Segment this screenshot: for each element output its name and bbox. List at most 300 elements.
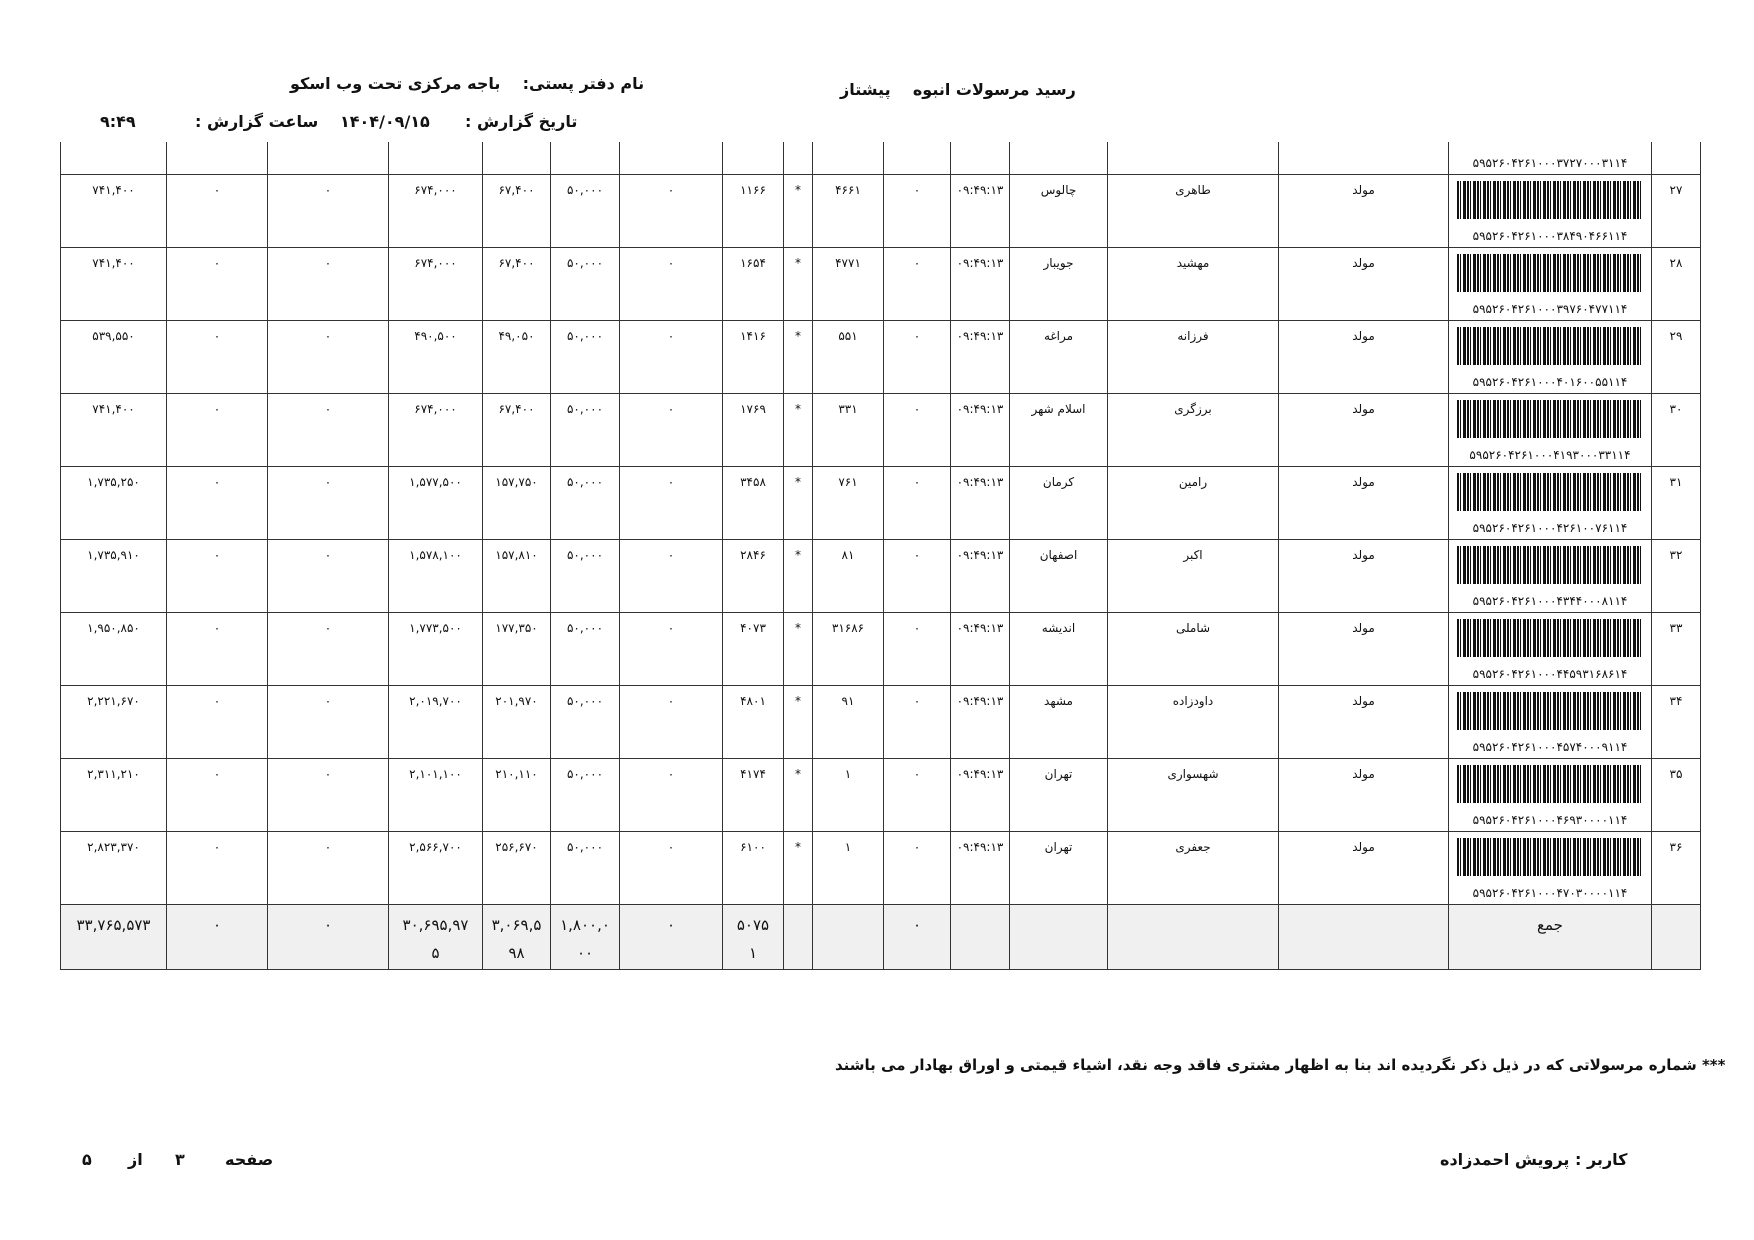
barcode-number: ۵۹۵۲۶۰۴۲۶۱۰۰۰۴۰۱۶۰۰۵۵۱۱۴ (1472, 375, 1628, 389)
code-cell (813, 467, 884, 540)
totals-value: ۳۰,۶۹۵,۹۷ (402, 916, 469, 934)
fee-cell (389, 686, 483, 759)
col-zero-value: ۰ (667, 329, 675, 343)
col-zero-cell (268, 467, 389, 540)
fee-value: ۶۷۴,۰۰۰ (414, 183, 457, 197)
col-zero-value: ۰ (213, 183, 221, 197)
barcode-cell (1449, 321, 1652, 394)
receiver-value: رامین (1178, 475, 1208, 489)
star-value: * (795, 402, 801, 416)
barcode-number: ۵۹۵۲۶۰۴۲۶۱۰۰۰۳۷۲۷۰۰۰۳۱۱۴ (1472, 156, 1628, 170)
col-zero-value: ۰ (913, 621, 921, 635)
barcode-number: ۵۹۵۲۶۰۴۲۶۱۰۰۰۴۶۹۳۰۰۰۰۱۱۴ (1472, 813, 1628, 827)
star-value: * (795, 183, 801, 197)
weight-value: ۶۱۰۰ (740, 840, 766, 854)
col-zero-cell (884, 467, 951, 540)
table-row (61, 248, 1701, 321)
totals-value: ۱,۸۰۰,۰ (560, 916, 610, 934)
totals-cell (551, 905, 620, 970)
col-zero-cell (884, 248, 951, 321)
totals-cell (784, 905, 813, 970)
col-zero-cell (884, 394, 951, 467)
row-number-cell (1652, 613, 1701, 686)
sender-value: مولد (1352, 402, 1375, 416)
tax-cell (483, 394, 551, 467)
report-date-label: تاریخ گزارش : (465, 112, 578, 131)
star-cell (784, 321, 813, 394)
star-cell (784, 175, 813, 248)
star-value: * (795, 329, 801, 343)
totals-value: ۰ (666, 916, 676, 934)
time-cell (951, 759, 1010, 832)
star-value: * (795, 840, 801, 854)
time-value: ۰۹:۴۹:۱۳ (956, 329, 1004, 343)
totals-cell (61, 905, 167, 970)
row-number-cell (1652, 686, 1701, 759)
user-name: کاربر : پرویش احمدزاده (1440, 1150, 1628, 1169)
table-row (61, 321, 1701, 394)
sender-value: مولد (1352, 475, 1375, 489)
col-zero-cell (167, 759, 268, 832)
col-zero-value: ۰ (324, 840, 332, 854)
totals-value: ۰ (323, 916, 333, 934)
barcode-number: ۵۹۵۲۶۰۴۲۶۱۰۰۰۳۸۴۹۰۴۶۶۱۱۴ (1472, 229, 1628, 243)
star-value: * (795, 621, 801, 635)
fee-value: ۲,۱۰۱,۱۰۰ (409, 767, 462, 781)
fee-value: ۱,۵۷۷,۵۰۰ (409, 475, 462, 489)
page-total: ۵ (82, 1150, 92, 1169)
totals-cell (268, 905, 389, 970)
col-zero-cell (167, 540, 268, 613)
totals-value: ۳,۰۶۹,۵ (491, 916, 542, 934)
star-value: * (795, 548, 801, 562)
tax-cell (483, 832, 551, 905)
fixed-charge-cell (551, 613, 620, 686)
tax-cell (483, 686, 551, 759)
row-number-value: ۲۹ (1669, 329, 1683, 343)
col-zero-value: ۰ (213, 840, 221, 854)
fee-value: ۶۷۴,۰۰۰ (414, 256, 457, 270)
star-value: * (795, 256, 801, 270)
office-label: نام دفتر پستی: (522, 74, 645, 93)
col-zero-cell (268, 248, 389, 321)
time-cell (951, 248, 1010, 321)
total-cell (61, 394, 167, 467)
code-value: ۱ (844, 767, 852, 781)
fee-cell (389, 321, 483, 394)
sender-value: مولد (1352, 256, 1375, 270)
col-zero-cell (268, 175, 389, 248)
time-value: ۰۹:۴۹:۱۳ (956, 183, 1004, 197)
barcode-cell (1449, 142, 1652, 175)
weight-cell (723, 248, 784, 321)
receiver-value: داودزاده (1172, 694, 1214, 708)
barcode-number: ۵۹۵۲۶۰۴۲۶۱۰۰۰۴۷۰۳۰۰۰۰۱۱۴ (1472, 886, 1628, 900)
weight-value: ۱۷۶۹ (740, 402, 766, 416)
col-zero-value: ۰ (913, 767, 921, 781)
receiver-cell (1108, 394, 1279, 467)
tax-cell (483, 613, 551, 686)
receiver-cell (1108, 175, 1279, 248)
sender-cell (1279, 613, 1449, 686)
barcode-cell (1449, 613, 1652, 686)
barcode-number: ۵۹۵۲۶۰۴۲۶۱۰۰۰۳۹۷۶۰۴۷۷۱۱۴ (1472, 302, 1628, 316)
code-value: ۳۳۱ (838, 402, 858, 416)
star-cell (784, 832, 813, 905)
row-number-cell (1652, 759, 1701, 832)
totals-cell (1449, 905, 1652, 970)
sender-cell (1279, 321, 1449, 394)
city-value: اصفهان (1039, 548, 1078, 562)
col-zero-value: ۰ (667, 183, 675, 197)
tax-cell (483, 175, 551, 248)
barcode-cell (1449, 248, 1652, 321)
tax-cell (483, 467, 551, 540)
tax-value: ۱۷۷,۳۵۰ (495, 621, 538, 635)
code-cell (813, 759, 884, 832)
weight-cell (723, 467, 784, 540)
barcode-number: ۵۹۵۲۶۰۴۲۶۱۰۰۰۴۲۶۱۰۰۷۶۱۱۴ (1472, 521, 1628, 535)
col-zero-value: ۰ (667, 402, 675, 416)
total-value: ۲,۳۱۱,۲۱۰ (87, 767, 140, 781)
col-zero-value: ۰ (213, 694, 221, 708)
code-value: ۹۱ (841, 694, 855, 708)
row-number-value: ۲۸ (1669, 256, 1683, 270)
time-value: ۰۹:۴۹:۱۳ (956, 621, 1004, 635)
receiver-value: جعفری (1175, 840, 1211, 854)
total-cell (61, 540, 167, 613)
col-zero-cell (620, 613, 723, 686)
col-zero-cell (884, 686, 951, 759)
col-zero-cell (620, 540, 723, 613)
row-number-cell (1652, 467, 1701, 540)
col-zero-cell (620, 321, 723, 394)
tax-value: ۲۰۱,۹۷۰ (495, 694, 538, 708)
fixed-charge-value: ۵۰,۰۰۰ (566, 767, 604, 781)
time-cell (951, 686, 1010, 759)
fee-cell (389, 832, 483, 905)
weight-cell (723, 832, 784, 905)
sender-cell (1279, 759, 1449, 832)
code-value: ۷۶۱ (838, 475, 858, 489)
col-zero-cell (268, 759, 389, 832)
service-type: پیشتاز (840, 80, 891, 99)
barcode-graphic (1457, 254, 1643, 292)
weight-cell (723, 175, 784, 248)
footer-note: *** شماره مرسولاتی که در ذیل ذکر نگردیده اند بنا به اظهار مشتری فاقد وجه نقد، اشیاء قیمتی و اوراق بهادار می باشند (835, 1056, 1726, 1074)
total-value: ۷۴۱,۴۰۰ (92, 402, 135, 416)
table-row (61, 142, 1701, 175)
col-zero-cell (268, 613, 389, 686)
col-zero-value: ۰ (667, 548, 675, 562)
city-cell (1010, 394, 1108, 467)
col-zero-value: ۰ (213, 329, 221, 343)
fee-value: ۴۹۰,۵۰۰ (414, 329, 457, 343)
col-zero-value: ۰ (324, 694, 332, 708)
total-value: ۱,۷۳۵,۲۵۰ (87, 475, 140, 489)
fee-cell (389, 759, 483, 832)
col-zero-cell (167, 321, 268, 394)
tax-cell (483, 759, 551, 832)
receiver-value: طاهری (1175, 183, 1211, 197)
city-value: مراغه (1043, 329, 1074, 343)
col-zero-cell (167, 394, 268, 467)
code-cell (813, 686, 884, 759)
tax-cell (483, 540, 551, 613)
col-zero-value: ۰ (324, 548, 332, 562)
col-zero-cell (884, 540, 951, 613)
row-number-cell (1652, 321, 1701, 394)
code-value: ۴۶۶۱ (835, 183, 861, 197)
city-value: چالوس (1040, 183, 1077, 197)
time-cell (951, 540, 1010, 613)
col-zero-value: ۰ (913, 548, 921, 562)
fixed-charge-cell (551, 686, 620, 759)
code-cell (813, 394, 884, 467)
row-number-cell (1652, 248, 1701, 321)
barcode-cell (1449, 540, 1652, 613)
receiver-cell (1108, 613, 1279, 686)
col-zero-cell (268, 540, 389, 613)
table-row (61, 759, 1701, 832)
col-zero-value: ۰ (913, 402, 921, 416)
col-zero-cell (268, 394, 389, 467)
fixed-charge-cell (551, 248, 620, 321)
total-value: ۱,۷۳۵,۹۱۰ (87, 548, 140, 562)
tax-value: ۶۷,۴۰۰ (498, 402, 535, 416)
table-row (61, 686, 1701, 759)
fee-cell (389, 394, 483, 467)
barcode-number: ۵۹۵۲۶۰۴۲۶۱۰۰۰۴۴۵۹۳۱۶۸۶۱۴ (1472, 667, 1628, 681)
totals-value: ۱ (748, 944, 758, 962)
receiver-cell (1108, 540, 1279, 613)
table-row (61, 394, 1701, 467)
fixed-charge-cell (551, 759, 620, 832)
city-cell (1010, 321, 1108, 394)
col-zero-value: ۰ (913, 694, 921, 708)
star-value: * (795, 694, 801, 708)
weight-value: ۴۰۷۳ (740, 621, 766, 635)
tax-value: ۱۵۷,۷۵۰ (495, 475, 538, 489)
sender-cell (1279, 248, 1449, 321)
totals-value: ۳۳,۷۶۵,۵۷۳ (76, 916, 151, 934)
code-value: ۵۵۱ (838, 329, 858, 343)
col-zero-value: ۰ (324, 256, 332, 270)
barcode-cell (1449, 394, 1652, 467)
fixed-charge-cell (551, 540, 620, 613)
totals-cell (951, 905, 1010, 970)
tax-value: ۶۷,۴۰۰ (498, 183, 535, 197)
time-value: ۰۹:۴۹:۱۳ (956, 694, 1004, 708)
col-zero-value: ۰ (324, 402, 332, 416)
barcode-graphic (1457, 838, 1643, 876)
fixed-charge-value: ۵۰,۰۰۰ (566, 840, 604, 854)
totals-value: ۵۰۷۵ (736, 916, 770, 934)
sender-cell (1279, 175, 1449, 248)
time-cell (951, 394, 1010, 467)
sender-cell (1279, 394, 1449, 467)
row-number-value: ۳۲ (1669, 548, 1683, 562)
col-zero-cell (620, 686, 723, 759)
city-value: کرمان (1042, 475, 1075, 489)
star-cell (784, 540, 813, 613)
table-row (61, 175, 1701, 248)
time-value: ۰۹:۴۹:۱۳ (956, 256, 1004, 270)
col-zero-value: ۰ (667, 256, 675, 270)
time-cell (951, 321, 1010, 394)
barcode-graphic (1457, 327, 1643, 365)
row-number-value: ۳۴ (1669, 694, 1683, 708)
tax-cell (483, 321, 551, 394)
totals-cell (1010, 905, 1108, 970)
total-cell (61, 175, 167, 248)
totals-cell (620, 905, 723, 970)
weight-value: ۲۸۴۶ (740, 548, 766, 562)
totals-cell (884, 905, 951, 970)
col-zero-cell (620, 175, 723, 248)
barcode-graphic (1457, 765, 1643, 803)
time-cell (951, 467, 1010, 540)
code-value: ۳۱۶۸۶ (831, 621, 865, 635)
totals-cell (1108, 905, 1279, 970)
weight-value: ۱۶۵۴ (740, 256, 766, 270)
tax-cell (483, 248, 551, 321)
page-of: از (128, 1150, 143, 1169)
col-zero-value: ۰ (667, 840, 675, 854)
receiver-cell (1108, 467, 1279, 540)
table-row (61, 832, 1701, 905)
col-zero-value: ۰ (213, 256, 221, 270)
totals-cell (483, 905, 551, 970)
totals-cell (167, 905, 268, 970)
code-cell (813, 248, 884, 321)
fixed-charge-value: ۵۰,۰۰۰ (566, 402, 604, 416)
receiver-cell (1108, 248, 1279, 321)
table-row (61, 540, 1701, 613)
col-zero-cell (884, 175, 951, 248)
barcode-cell (1449, 759, 1652, 832)
tax-value: ۲۵۶,۶۷۰ (495, 840, 538, 854)
page-current: ۳ (175, 1150, 185, 1169)
city-value: تهران (1044, 767, 1073, 781)
row-number-value: ۲۷ (1669, 183, 1683, 197)
code-cell (813, 613, 884, 686)
weight-cell (723, 686, 784, 759)
col-zero-cell (167, 832, 268, 905)
col-zero-cell (620, 394, 723, 467)
col-zero-cell (884, 321, 951, 394)
report-title: رسید مرسولات انبوه پیشتاز (840, 80, 1076, 99)
code-value: ۴۷۷۱ (835, 256, 861, 270)
tax-value: ۶۷,۴۰۰ (498, 256, 535, 270)
totals-value: ۰ (912, 916, 922, 934)
col-zero-value: ۰ (667, 694, 675, 708)
time-cell (951, 613, 1010, 686)
barcode-cell (1449, 467, 1652, 540)
col-zero-value: ۰ (913, 329, 921, 343)
fee-value: ۱,۷۷۳,۵۰۰ (409, 621, 462, 635)
receiver-value: برزگری (1174, 402, 1212, 416)
code-value: ۱ (844, 840, 852, 854)
receiver-value: اکبر (1183, 548, 1203, 562)
total-cell (61, 613, 167, 686)
barcode-graphic (1457, 181, 1643, 219)
report-date: ۱۴۰۴/۰۹/۱۵ (340, 112, 430, 131)
col-zero-cell (268, 832, 389, 905)
col-zero-cell (167, 467, 268, 540)
total-cell (61, 321, 167, 394)
fee-cell (389, 613, 483, 686)
weight-cell (723, 613, 784, 686)
total-cell (61, 248, 167, 321)
col-zero-cell (620, 759, 723, 832)
total-cell (61, 832, 167, 905)
sender-value: مولد (1352, 694, 1375, 708)
sender-cell (1279, 832, 1449, 905)
col-zero-cell (620, 248, 723, 321)
col-zero-cell (167, 248, 268, 321)
totals-cell (1279, 905, 1449, 970)
col-zero-value: ۰ (213, 475, 221, 489)
totals-cell (1652, 905, 1701, 970)
fee-cell (389, 175, 483, 248)
total-value: ۷۴۱,۴۰۰ (92, 256, 135, 270)
city-cell (1010, 175, 1108, 248)
col-zero-value: ۰ (324, 767, 332, 781)
city-value: اندیشه (1041, 621, 1076, 635)
totals-cell (723, 905, 784, 970)
receiver-cell (1108, 832, 1279, 905)
col-zero-value: ۰ (213, 402, 221, 416)
total-cell (61, 467, 167, 540)
tax-value: ۱۵۷,۸۱۰ (495, 548, 538, 562)
row-number-value: ۳۶ (1669, 840, 1683, 854)
row-number-value: ۳۳ (1669, 621, 1683, 635)
code-cell (813, 832, 884, 905)
star-cell (784, 248, 813, 321)
totals-cell (389, 905, 483, 970)
col-zero-value: ۰ (213, 767, 221, 781)
fixed-charge-cell (551, 394, 620, 467)
row-number-cell (1652, 394, 1701, 467)
time-cell (951, 175, 1010, 248)
col-zero-cell (167, 175, 268, 248)
barcode-cell (1449, 175, 1652, 248)
total-value: ۵۳۹,۵۵۰ (92, 329, 135, 343)
totals-value: ۹۸ (508, 944, 525, 962)
star-cell (784, 613, 813, 686)
code-cell (813, 321, 884, 394)
totals-value: ۵ (431, 944, 440, 962)
city-value: تهران (1044, 840, 1073, 854)
sender-value: مولد (1352, 840, 1375, 854)
star-value: * (795, 767, 801, 781)
total-value: ۲,۲۲۱,۶۷۰ (87, 694, 140, 708)
col-zero-cell (167, 613, 268, 686)
fixed-charge-value: ۵۰,۰۰۰ (566, 548, 604, 562)
star-cell (784, 686, 813, 759)
sender-value: مولد (1352, 621, 1375, 635)
col-zero-cell (268, 321, 389, 394)
weight-value: ۱۴۱۶ (740, 329, 766, 343)
time-value: ۰۹:۴۹:۱۳ (956, 767, 1004, 781)
report-time: ۹:۴۹ (100, 112, 136, 131)
fixed-charge-value: ۵۰,۰۰۰ (566, 694, 604, 708)
page-label: صفحه (225, 1150, 274, 1169)
row-number-cell (1652, 832, 1701, 905)
city-cell (1010, 248, 1108, 321)
fixed-charge-cell (551, 321, 620, 394)
